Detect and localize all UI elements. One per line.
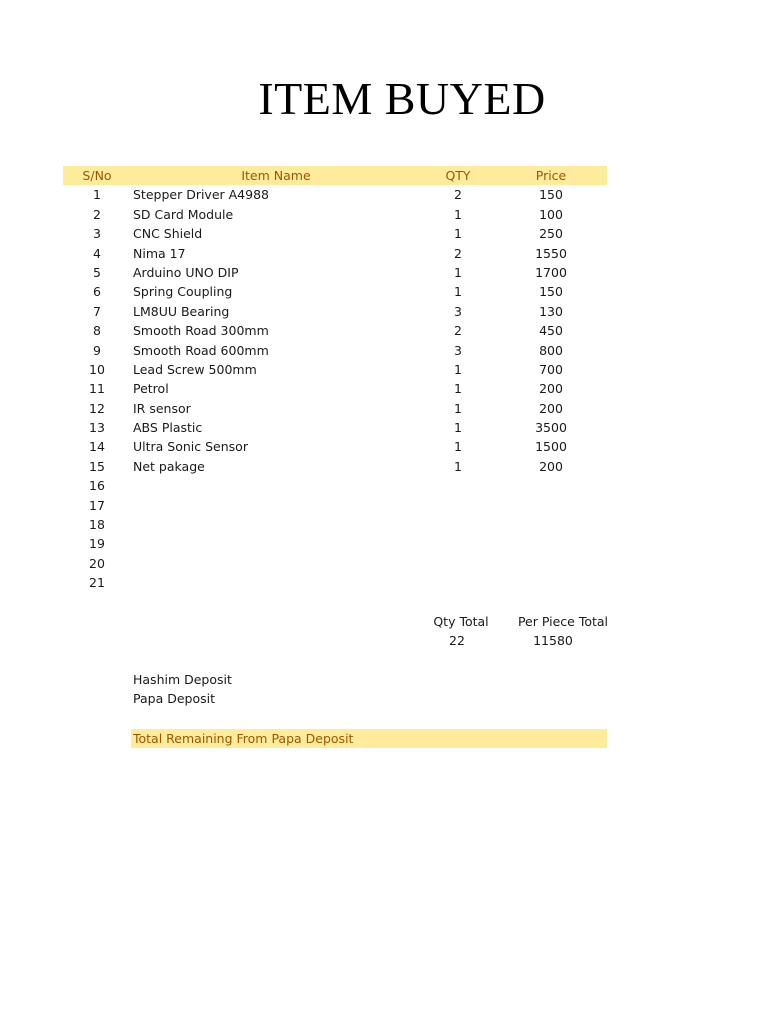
table-row xyxy=(63,457,607,476)
cell-price: 100 xyxy=(539,206,563,222)
cell-price: 200 xyxy=(539,458,563,474)
cell-item-name: Ultra Sonic Sensor xyxy=(133,439,248,455)
cell-price: 130 xyxy=(539,303,563,319)
cell-item-name: Arduino UNO DIP xyxy=(133,264,239,280)
cell-price: 150 xyxy=(539,187,563,203)
cell-sno: 12 xyxy=(89,400,105,416)
cell-sno: 20 xyxy=(89,555,105,571)
header-sno: S/No xyxy=(82,168,112,183)
cell-qty: 1 xyxy=(454,458,462,474)
cell-sno: 18 xyxy=(89,517,105,533)
table-row xyxy=(63,437,607,456)
qty-total-label: Qty Total xyxy=(433,614,489,629)
cell-price: 1550 xyxy=(535,245,567,261)
cell-item-name: Stepper Driver A4988 xyxy=(133,187,269,203)
cell-price: 1700 xyxy=(535,264,567,280)
table-row xyxy=(63,496,607,515)
total-remaining-label: Total Remaining From Papa Deposit xyxy=(131,729,607,748)
cell-qty: 1 xyxy=(454,361,462,377)
table-row xyxy=(63,341,607,360)
items-table xyxy=(63,166,607,593)
cell-sno: 3 xyxy=(93,226,101,242)
cell-item-name: Nima 17 xyxy=(133,245,186,261)
cell-sno: 21 xyxy=(89,575,105,591)
cell-qty: 1 xyxy=(454,439,462,455)
cell-item-name: LM8UU Bearing xyxy=(133,303,230,319)
table-body xyxy=(63,185,607,592)
cell-sno: 17 xyxy=(89,497,105,513)
table-row xyxy=(63,244,607,263)
cell-item-name: Smooth Road 600mm xyxy=(133,342,269,358)
cell-qty: 1 xyxy=(454,284,462,300)
table-row xyxy=(63,302,607,321)
cell-sno: 15 xyxy=(89,458,105,474)
table-row xyxy=(63,263,607,282)
table-row xyxy=(63,515,607,534)
cell-item-name: Smooth Road 300mm xyxy=(133,323,269,339)
table-row xyxy=(63,573,607,592)
table-row xyxy=(63,360,607,379)
page-title: ITEM BUYED xyxy=(258,73,546,124)
cell-qty: 1 xyxy=(454,381,462,397)
cell-sno: 19 xyxy=(89,536,105,552)
cell-qty: 2 xyxy=(454,245,462,261)
cell-sno: 7 xyxy=(93,303,101,319)
cell-price: 800 xyxy=(539,342,563,358)
cell-sno: 6 xyxy=(93,284,101,300)
cell-price: 200 xyxy=(539,400,563,416)
papa-deposit-label: Papa Deposit xyxy=(133,691,215,706)
cell-item-name: Lead Screw 500mm xyxy=(133,361,257,377)
table-row xyxy=(63,321,607,340)
cell-item-name: IR sensor xyxy=(133,400,191,416)
cell-item-name: SD Card Module xyxy=(133,206,234,222)
table-row xyxy=(63,379,607,398)
cell-price: 3500 xyxy=(535,420,567,436)
cell-qty: 3 xyxy=(454,342,462,358)
table-row xyxy=(63,534,607,553)
cell-item-name: Spring Coupling xyxy=(133,284,233,300)
table-row xyxy=(63,399,607,418)
cell-qty: 1 xyxy=(454,420,462,436)
cell-sno: 13 xyxy=(89,420,105,436)
table-row xyxy=(63,185,607,204)
cell-price: 250 xyxy=(539,226,563,242)
header-qty: QTY xyxy=(445,168,471,183)
cell-item-name: ABS Plastic xyxy=(133,420,203,436)
cell-qty: 2 xyxy=(454,187,462,203)
table-header xyxy=(63,166,607,185)
table-row xyxy=(63,554,607,573)
cell-price: 150 xyxy=(539,284,563,300)
cell-price: 1500 xyxy=(535,439,567,455)
cell-item-name: Petrol xyxy=(133,381,169,397)
table-row xyxy=(63,418,607,437)
cell-sno: 4 xyxy=(93,245,101,261)
table-row xyxy=(63,224,607,243)
table-row xyxy=(63,282,607,301)
cell-sno: 8 xyxy=(93,323,101,339)
per-piece-total-value: 11580 xyxy=(533,633,573,648)
cell-sno: 9 xyxy=(93,342,101,358)
qty-total-value: 22 xyxy=(449,633,465,648)
cell-sno: 14 xyxy=(89,439,105,455)
cell-sno: 2 xyxy=(93,206,101,222)
cell-sno: 10 xyxy=(89,361,105,377)
header-item-name: Item Name xyxy=(241,168,311,183)
header-price: Price xyxy=(535,168,567,183)
table-row xyxy=(63,205,607,224)
cell-sno: 11 xyxy=(89,381,105,397)
cell-sno: 5 xyxy=(93,264,101,280)
cell-price: 200 xyxy=(539,381,563,397)
cell-qty: 3 xyxy=(454,303,462,319)
cell-sno: 16 xyxy=(89,478,105,494)
cell-qty: 1 xyxy=(454,264,462,280)
cell-item-name: Net pakage xyxy=(133,458,205,474)
per-piece-total-label: Per Piece Total xyxy=(517,614,609,629)
cell-qty: 1 xyxy=(454,206,462,222)
hashim-deposit-label: Hashim Deposit xyxy=(133,672,232,687)
table-row xyxy=(63,476,607,495)
cell-item-name: CNC Shield xyxy=(133,226,203,242)
cell-sno: 1 xyxy=(93,187,101,203)
cell-price: 450 xyxy=(539,323,563,339)
cell-qty: 1 xyxy=(454,400,462,416)
cell-qty: 1 xyxy=(454,226,462,242)
cell-price: 700 xyxy=(539,361,563,377)
cell-qty: 2 xyxy=(454,323,462,339)
